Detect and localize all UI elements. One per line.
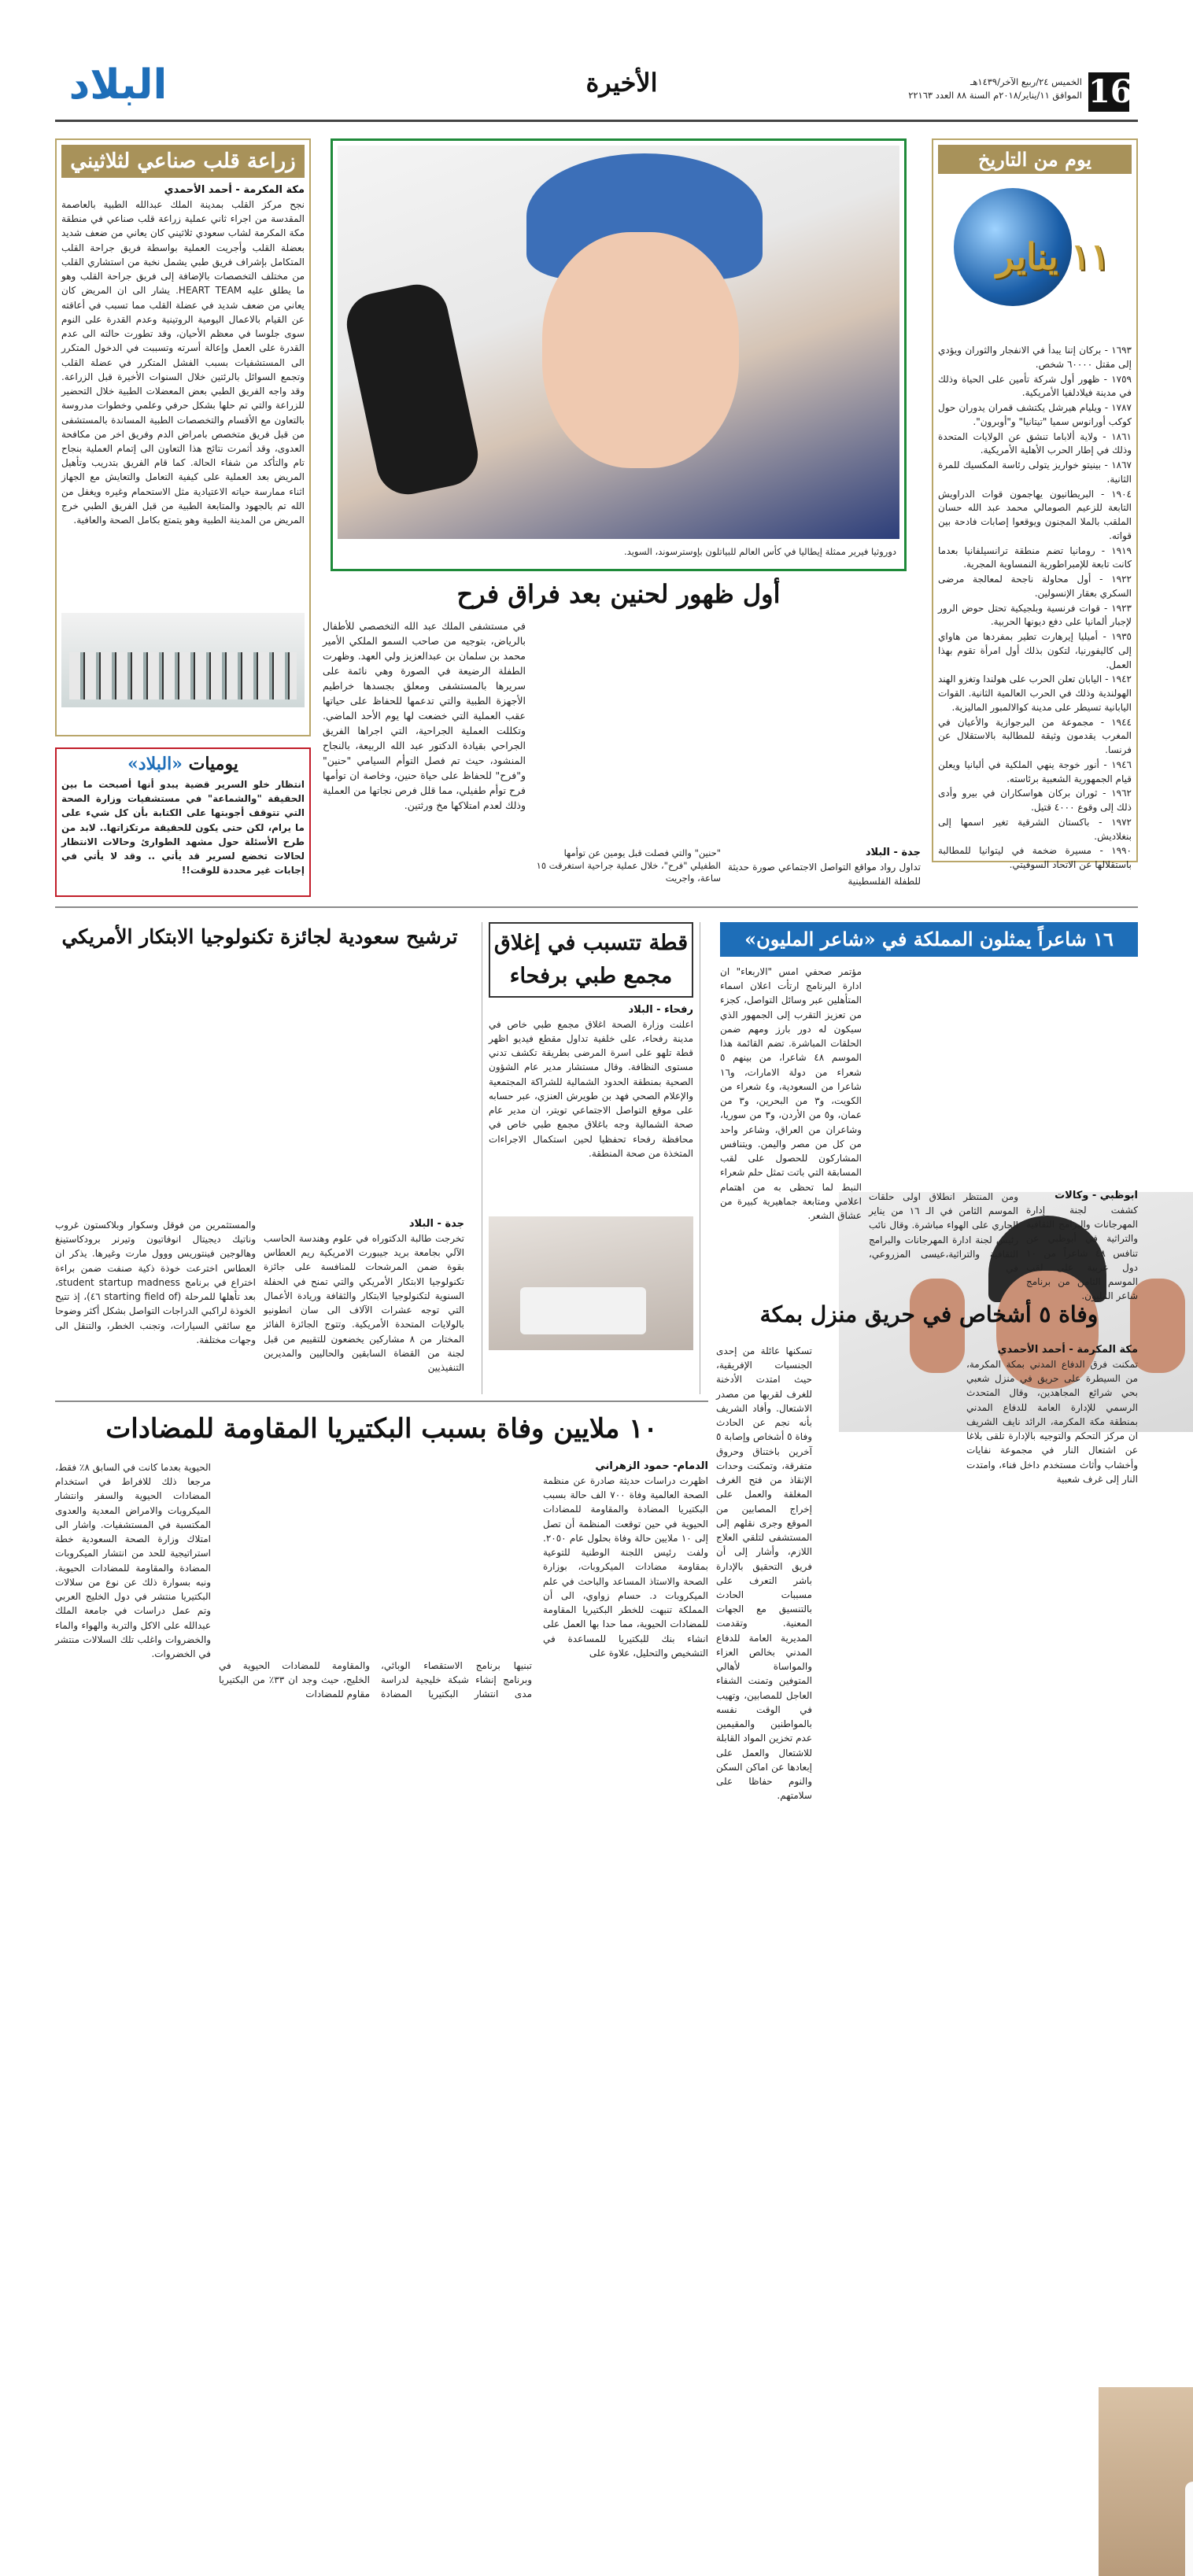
section-rule-1 — [55, 906, 1138, 908]
tech-body-left: والمستثمرين من فوقل وسكوار وبلاكستون غروب وناتيك ديجيتال انوفاتيون وتيرنر برودكاستينغ وهالوجين فينتوريس ووول مارت وغيرها. يذكر ان العطاس اخترعت خوذة ذكية صنفت ضمن براءة اختراع في برنامج student startup madness، بعد تأهلها للمرحلة (starting field of ٤٦)، إذ تتيح الخوذة لراكبي الدراجات التواصل بشكل أكثر وضوحا مع سائقي السيارات، وتجنب الخطر، والتنقل الى وجهات مختلفة. — [55, 1220, 256, 1345]
heart-article — [55, 138, 311, 736]
team-group-shape — [69, 652, 297, 699]
baby-body: في مستشفى الملك عبد الله التخصصي للأطفال بالرياض، بتوجيه من صاحب السمو الملكي الأمير محمد بن سلمان بن عبدالعزيز ولي العهد. وظهرت الطفلة الرضيعة في الصورة وهي نائمة على سريرها بالمستشفى ومعلق بجسدها خراطيم الأجهزة الطبية والتي تدعمها للحفاظ على حياتها عقب العملية التي خضعت لها يوم الأحد الماضي. وتكللت العملية الجراحية، التي اجراها الفريق الجراحي بقيادة الدكتور عبد الله الربيعة، بالنجاح المنشود، حيث تم فصل التوأم السيامي "حنين" و"فرح" للحفاظ على حياة حنين، وخاصة ان توأمها فرح توأم طفيلي، مما قلل فرص نجاتها من العملية وذلك لعدم امتلاكها مخ ورئتين. — [323, 620, 526, 811]
poets-body-right: كشفت لجنة إدارة المهرجانات والبرامج الثقافية والتراثية في أبوظبي عن تنافس ٤٨ شاعراً من ١٠ دول عربية على لقب الموسم الثامن من برنامج شاعر المليون. — [1026, 1205, 1138, 1302]
main-photo-caption: دوروثيا فيرير ممثلة إيطاليا في كأس العالم للبياتلون بإوسترسوند، السويد. — [624, 546, 896, 557]
history-globe-graphic — [938, 180, 1132, 338]
fire-byline: مكة المكرمة - أحمد الأحمدي — [997, 1344, 1138, 1356]
history-item: ١٩٦٢ - ثوران بركان هواسكاران في بيرو وأدى ذلك إلى وقوع ٤٠٠٠ قتيل. — [938, 788, 1132, 813]
poets-body-mid: ومن المنتظر انطلاق اولى حلقات الموسم الثامن في الـ ١٦ من يناير الجاري على الهواء مباشرة. وقال نائب رئيس لجنة ادارة المهرجانات والبرامج الثقافية والتراثية،عيسى المزروعي، في — [869, 1191, 1018, 1275]
history-item: ١٧٨٧ - ويليام هيرشل يكتشف قمران يدوران حول كوكب أورانوس سميا "تيتانيا" و"أوبرون". — [938, 402, 1132, 427]
newspaper-logo[interactable]: البلاد — [68, 61, 168, 109]
medical-team-photo[interactable] — [61, 613, 305, 707]
bacteria-body-mid: تبنيها برنامج الاستقصاء الوبائي، وبرنامج إنشاء شبكة خليجية لدراسة مدى انتشار البكتيريا المضادة والمقاومة للمضادات الحيوية في الخليج، حيث وجد ان ٣٣٪ من البكتيريا مقاوم للمضادات — [219, 1660, 532, 1700]
tech-dateline: جدة - البلاد — [408, 1218, 464, 1230]
history-item: ١٩١٩ - رومانيا تضم منطقة ترانسيلفانيا بعدما كانت تابعة للإمبراطورية النمساوية المجرية. — [938, 544, 1132, 570]
baby-intro — [728, 847, 921, 888]
history-box — [932, 138, 1138, 870]
tech-headline: ترشيح سعودية لجائزة تكنولوجيا الابتكار الأمريكي — [61, 925, 458, 948]
history-item: ١٩٩٠ - مسيرة ضخمة في ليتوانيا للمطالبة باستقلالها عن الاتحاد السوفيتي. — [938, 845, 1132, 870]
history-item: ١٧٥٩ - ظهور أول شركة تأمين على الحياة وذلك في مدينة فيلادلفيا الأمريكية. — [938, 373, 1132, 399]
history-item: ١٩٤٤ - مجموعة من البرجوازية والأعيان في المغرب يقدمون وثيقة للمطالبة بالاستقلال عن فرنسا. — [938, 716, 1132, 755]
history-item: ١٦٩٣ - بركان إتنا يبدأ في الانفجار والثوران ويؤدي إلى مقتل ٦٠٠٠٠ شخص. — [938, 345, 1132, 370]
podium-shape — [1185, 2482, 1193, 2576]
bacteria-headline: ١٠ ملايين وفاة بسبب البكتيريا المقاومة للمضادات — [105, 1413, 658, 1445]
cat-headline: قطة تتسبب في إغلاق مجمع طبي برفحاء — [489, 922, 693, 998]
date-hijri: الخميس ٢٤/ربيع الآخر/١٤٣٩هـ — [970, 76, 1082, 87]
bacteria-body-right: اظهرت دراسات حديثة صادرة عن منظمة الصحة العالمية وفاة ٧٠٠ الف حالة بسبب البكتيريا المضادة والمقاومة للمضادات الحيوية في حين توقعت المنظمة أن تصل إلى ١٠ ملايين حالة وفاة بحلول عام ٢٠٥٠. ولفت رئيس اللجنة الوطنية للتوعية بمقاومة مضادات الميكروبات، بوزارة الصحة والاستاذ المساعد والباحث في علم الميكروبات د. حسام زواوي، الى أن المملكة تنبهت للخطر البكتيريا المقاومة للمضادات الحيوية، مما حدا بها العمل على انشاء بنك للبكتيريا للمساعدة في التشخيص والتحليل، علاوة على — [543, 1475, 709, 1659]
tech-body-right: تخرجت طالبة الدكتوراه في علوم وهندسة الحاسب الآلي بجامعة بريد جيبورت الامريكية ريم العطاس بقوة ضمن المرشحات للمنافسة على جائزة تكنولوجيا الابتكار الأمريكي والتي تمنح في الحفلة السنوية لتكنولوجيا الابتكار والثقافة وريادة الأعمال التي توجه عشرات الآلاف الى سان انطونيو بالولايات المتحدة الأمريكية. وتتوج الجائزة الفائز المختار من ٨ مشاركين يخضعون للتقييم من قبل لجنة من القضاة السابقين والحاليين والمديرين التنفيذيين — [264, 1233, 465, 1374]
heart-byline: مكة المكرمة - أحمد الأحمدي — [164, 184, 305, 196]
history-item: ١٩٤٢ - اليابان تعلن الحرب على هولندا وتغزو الهند الهولندية وذلك في الحرب العالمية الثانية. القوات اليابانية تسيطر على مدينة كوالالمبور الماليزية. — [938, 674, 1132, 713]
cat-article — [482, 922, 700, 1394]
baby-dateline: جدة - البلاد — [865, 847, 921, 858]
history-item: ١٩٠٤ - البريطانيون يهاجمون قوات الدراويش التابعة للزعيم الصومالي محمد عبد الله حسان الملقب بالملا المجنون ويوقعوا إصابات فادحة بين قواته. — [938, 488, 1132, 541]
poets-byline: ابوظبي - وكالات — [1054, 1190, 1138, 1201]
history-item: ١٩٧٢ - باكستان الشرقية تغير اسمها إلى بنغلاديش. — [938, 816, 1132, 842]
speaker-photo[interactable] — [1099, 2387, 1193, 2576]
cat-dateline: رفحاء - البلاد — [628, 1003, 693, 1016]
yawmiyat-title-prefix: يوميات — [188, 754, 238, 774]
poets-body-left: مؤتمر صحفي امس "الاربعاء" ان ادارة البرنامج ارتأت اعلان اسماء المتأهلين عبر وسائل التواصل، كجزء من تعزيز التقرب إلى الجمهور الذي سيكون له دور بارز ومهم ضمن الحلقات المباشرة. تضم القائمة هذا الموسم ٤٨ شاعرا، من بينهم ٥ شعراء من دولة الامارات، و١٦ شاعرا من السعودية، و٤ شعراء من الكويت، و٣ من البحرين، و٣ من عمان، و٥ من الأردن، و٣ من سوريا، وشاعران من العراق، وشاعر واحد من كل من مصر واليمن. ويتنافس المشاركون للحصول على لقب المسابقة التي باتت تمثل حلم شعراء النبط لما تحظى به من اهتمام اعلامي ومتابعة جماهيرية كبيرة من عشاق الشعر. — [720, 966, 862, 1221]
face-shape — [542, 232, 739, 468]
main-photo-frame — [331, 138, 907, 571]
fire-right-col — [966, 1344, 1138, 1496]
bacteria-body-left: الحيوية بعدما كانت في السابق ٨٪ فقط، مرجعا ذلك للافراط في استخدام المضادات الحيوية والسفر وانتشار الميكروبات والامراض المعدية والعدوى المكتسبة في المستشفيات. واشار الى امتلاك وزارة الصحة السعودية خطة استراتيجية للحد من انتشار الميكروبات المضادة والمقاومة للمضادات الحيوية. ونبه بسوارة ذلك عن نوع من سلالات البكتيريا منتشر في دول الخليج العربي وتم عمل دراسات في جامعة الملك عبدالله على الاكل والتربة والهواء والماء والخضروات واغلب تلك السلالات منتشر في الخضروات. — [55, 1462, 211, 1660]
history-date-badge: ١١ يناير — [995, 235, 1110, 278]
history-item: ١٨٦١ - ولاية ألاباما تنشق عن الولايات المتحدة وذلك في إطار الحرب الأهلية الأمريكية. — [938, 430, 1132, 456]
header-rule — [55, 120, 1138, 122]
baby-photo-caption: "حنين" والتي فصلت قبل يومين عن توأمها الطفيلي "فرح"، خلال عملية جراحية استغرقت ١٥ ساعة، واجريت — [536, 847, 721, 884]
issue-date — [897, 76, 1082, 103]
date-gregorian: الموافق ١١/يناير/٢٠١٨م السنة ٨٨ العدد ٢٢١٦٣ — [908, 90, 1082, 101]
yawmiyat-body: انتظار خلو السرير قضية يبدو أنها أصبحت ما بين الحقيقة "والشماعة" في مستشفيات وزارة الصحة التي تتوقف أجوبتها على الكتابة بأن كل شيء على ما يرام، لكن حتى يكون للحقيقة مرتكزاتها.. لابد من طرح الأسئلة حول مشهد الطوارئ وحالات الانتظار لحالات تخضع لسرير قد يأتي .. وقد لا يأتي في إجابات غير محددة للوقت!! — [61, 779, 305, 877]
heart-headline: زراعة قلب صناعي لثلاثيني — [61, 145, 305, 178]
bed-shape — [520, 1287, 646, 1334]
poets-far-right-col — [1026, 1190, 1138, 1302]
baby-headline: أول ظهور لحنين بعد فراق فرح — [456, 579, 781, 609]
thumbs-up-right-shape — [1130, 1279, 1185, 1373]
history-list — [938, 344, 1132, 870]
section-title: الأخيرة — [585, 68, 658, 98]
yawmiyat-title-brand: «البلاد» — [127, 754, 183, 774]
page-number: 16 — [1088, 73, 1132, 110]
history-item: ١٩٢٢ - أول محاولة ناجحة لمعالجة مرضى السكري بعقار الإنسولين. — [938, 574, 1132, 599]
fire-body-right: تمكنت فرق الدفاع المدني بمكة المكرمة، من السيطرة على حريق في منزل شعبي بحي شرائع المجاهدين، وقال المتحدث الرسمي للإدارة العامة للدفاع المدني بمنطقة مكة المكرمة، الرائد نايف الشريف ان مركز التحكم والتوجيه بالإدارة تلقى بلاغا عن اشتعال النار في مجموعة نفايات وأخشاب وأثاث مستخدم داخل فناء، وامتدت النار إلى غرف شعبية — [966, 1359, 1138, 1485]
baby-intro-text: تداول رواد مواقع التواصل الاجتماعي صورة حديثة للطفلة الفلسطينية — [728, 862, 921, 888]
cat-body: اعلنت وزارة الصحة اغلاق مجمع طبي خاص في مدينة رفحاء، على خلفية تداول مقطع فيديو اظهر قطة تلهو على اسرة المرضى بطريقة تكشف تدني مستوى النظافة. وقال مستشار مدير عام الشؤون الصحية بمنطقة الحدود الشمالية للشراكة المجتمعية والإعلام الصحي فهد بن طويرش العنزي، عبر حسابه على موقع التواصل الاجتماعي تويتر، ان مدير عام صحة الشمالية وجه باغلاق مجمع طبي خاص في محافظة رفحاء تحفظيا لحين استكمال الاجراءات المتخذة من صحة المنطقة. — [489, 1018, 693, 1159]
tech-right-col — [264, 1218, 464, 1397]
history-item: ١٩٣٥ - أميليا إيرهارت تطير بمفردها من هاواي إلى كاليفورنيا، لتكون بذلك أول امرأة تقوم بهذا العمل. — [938, 631, 1132, 670]
bacteria-byline: الدمام- حمود الزهراني — [595, 1460, 708, 1472]
heart-body: نجح مركز القلب بمدينة الملك عبدالله الطبية بالعاصمة المقدسة من اجراء ثاني عملية زراعة قلب صناعي في منطقة مكة المكرمة لشاب سعودي ثلاثيني كان يعاني من ضعف شديد بعضلة القلب وأجريت العملية بواسطة فريق جراحة القلب المتكامل بإشراف فريق طبي يشمل نخبة من استشاري القلب من مختلف التخصصات بالإضافة إلى فريق جراحة القلب وهو ما يطلق عليه HEART TEAM. يشار الى ان المريض كان يعاني من ضعف شديد في عضلة القلب مما تسبب في أعاقته عن القيام بالاعمال اليومية الروتينية وعدم القدرة على النوم سوى جلوسا في معظم الأحيان، وقد تطورت حالته الى عدم القدرة على العمل وإعالة أسرته وتسببت في الدخول المتكرر الى المستشفيات بسبب الفشل المتكرر في عضلة القلب وتجمع السوائل بالرئتين خلال السنوات الأخيرة قبل الزراعة. وقد واجه الفريق الطبي بعض المعضلات الطبية خلال التحضير للزراعة والتي تم حلها بشكل حرفي وعلمي وخطوات مدروسة بالتعاون مع الأقسام والتخصصات الطبية المساندة بالمستشفى من قبل فريق متخصص بامراض الدم وفريق اخر من مكافحة العدوى، وقد أثمرت نتائج هذا التعاون الى إتمام العملية بنجاح تام والتأكد من شفاء الحالة. كما قام الفريق بتدريب وتأهيل المريض بعد العملية على كيفية التعامل والتعايش مع الجهاز اثناء ممارسة حياته الاعتيادية مثل الاستحمام وغيره ويغفل من الله تم بالجهود والمتابعة الطبية من قبل الفريق الطبي خرج المريض من المدينة الطبية وهو يتمتع بكامل الصحة والعافية. — [61, 199, 305, 526]
bacteria-right-col — [543, 1460, 708, 1741]
poets-headline: ١٦ شاعراً يمثلون المملكة في «شاعر المليون» — [720, 922, 1138, 957]
fire-headline: وفاة ٥ أشخاص في حريق منزل بمكة — [759, 1301, 1099, 1327]
section-rule-2 — [55, 1401, 708, 1402]
glove-shape — [341, 279, 483, 500]
clinic-bed-photo[interactable] — [489, 1216, 693, 1350]
athlete-photo[interactable] — [338, 146, 899, 539]
history-title: يوم من التاريخ — [938, 145, 1132, 174]
fire-body-left: تسكنها عائلة من إحدى الجنسيات الإفريقية، حيث امتدت الأدخنة للغرف لقربها من مصدر الاشتعال. وأفاد الشريف بأنه نجم عن الحادث وفاة ٥ أشخاص وإصابة ٥ آخرين باختناق وحروق متفرقة، وتمكنت وحدات الإنقاذ من فتح الغرف المغلقة والعمل على إخراج المصابين من الموقع وجرى نقلهم إلى المستشفى لتلقي العلاج اللازم، وأشار إلى أن فريق التحقيق بالإدارة باشر التعرف على مسببات الحادث بالتنسيق مع الجهات المعنية. وتقدمت المديرية العامة للدفاع المدني بخالص العزاء والمواساة لأهالي المتوفين وتمنت الشفاء العاجل للمصابين، وتهيب في الوقت نفسه بالمواطنين والمقيمين عدم تخزين المواد القابلة للاشتعال والعمل على إبعادها عن اماكن السكن والنوم حفاظا على سلامتهم. — [716, 1345, 812, 1802]
history-item: ١٨٦٧ - بينيتو خواريز يتولى رئاسة المكسيك للمرة الثانية. — [938, 459, 1132, 485]
yawmiyat-box — [55, 747, 311, 897]
history-item: ١٩٢٣ - قوات فرنسية وبلجيكية تحتل حوض الرور لإجبار ألمانيا على دفع ديونها الحربية. — [938, 602, 1132, 628]
yawmiyat-title — [61, 754, 305, 774]
history-item: ١٩٤٦ - أنور خوجة ينهي الملكية في ألبانيا ويعلن قيام الجمهورية الشعبية برئاسته. — [938, 758, 1132, 784]
